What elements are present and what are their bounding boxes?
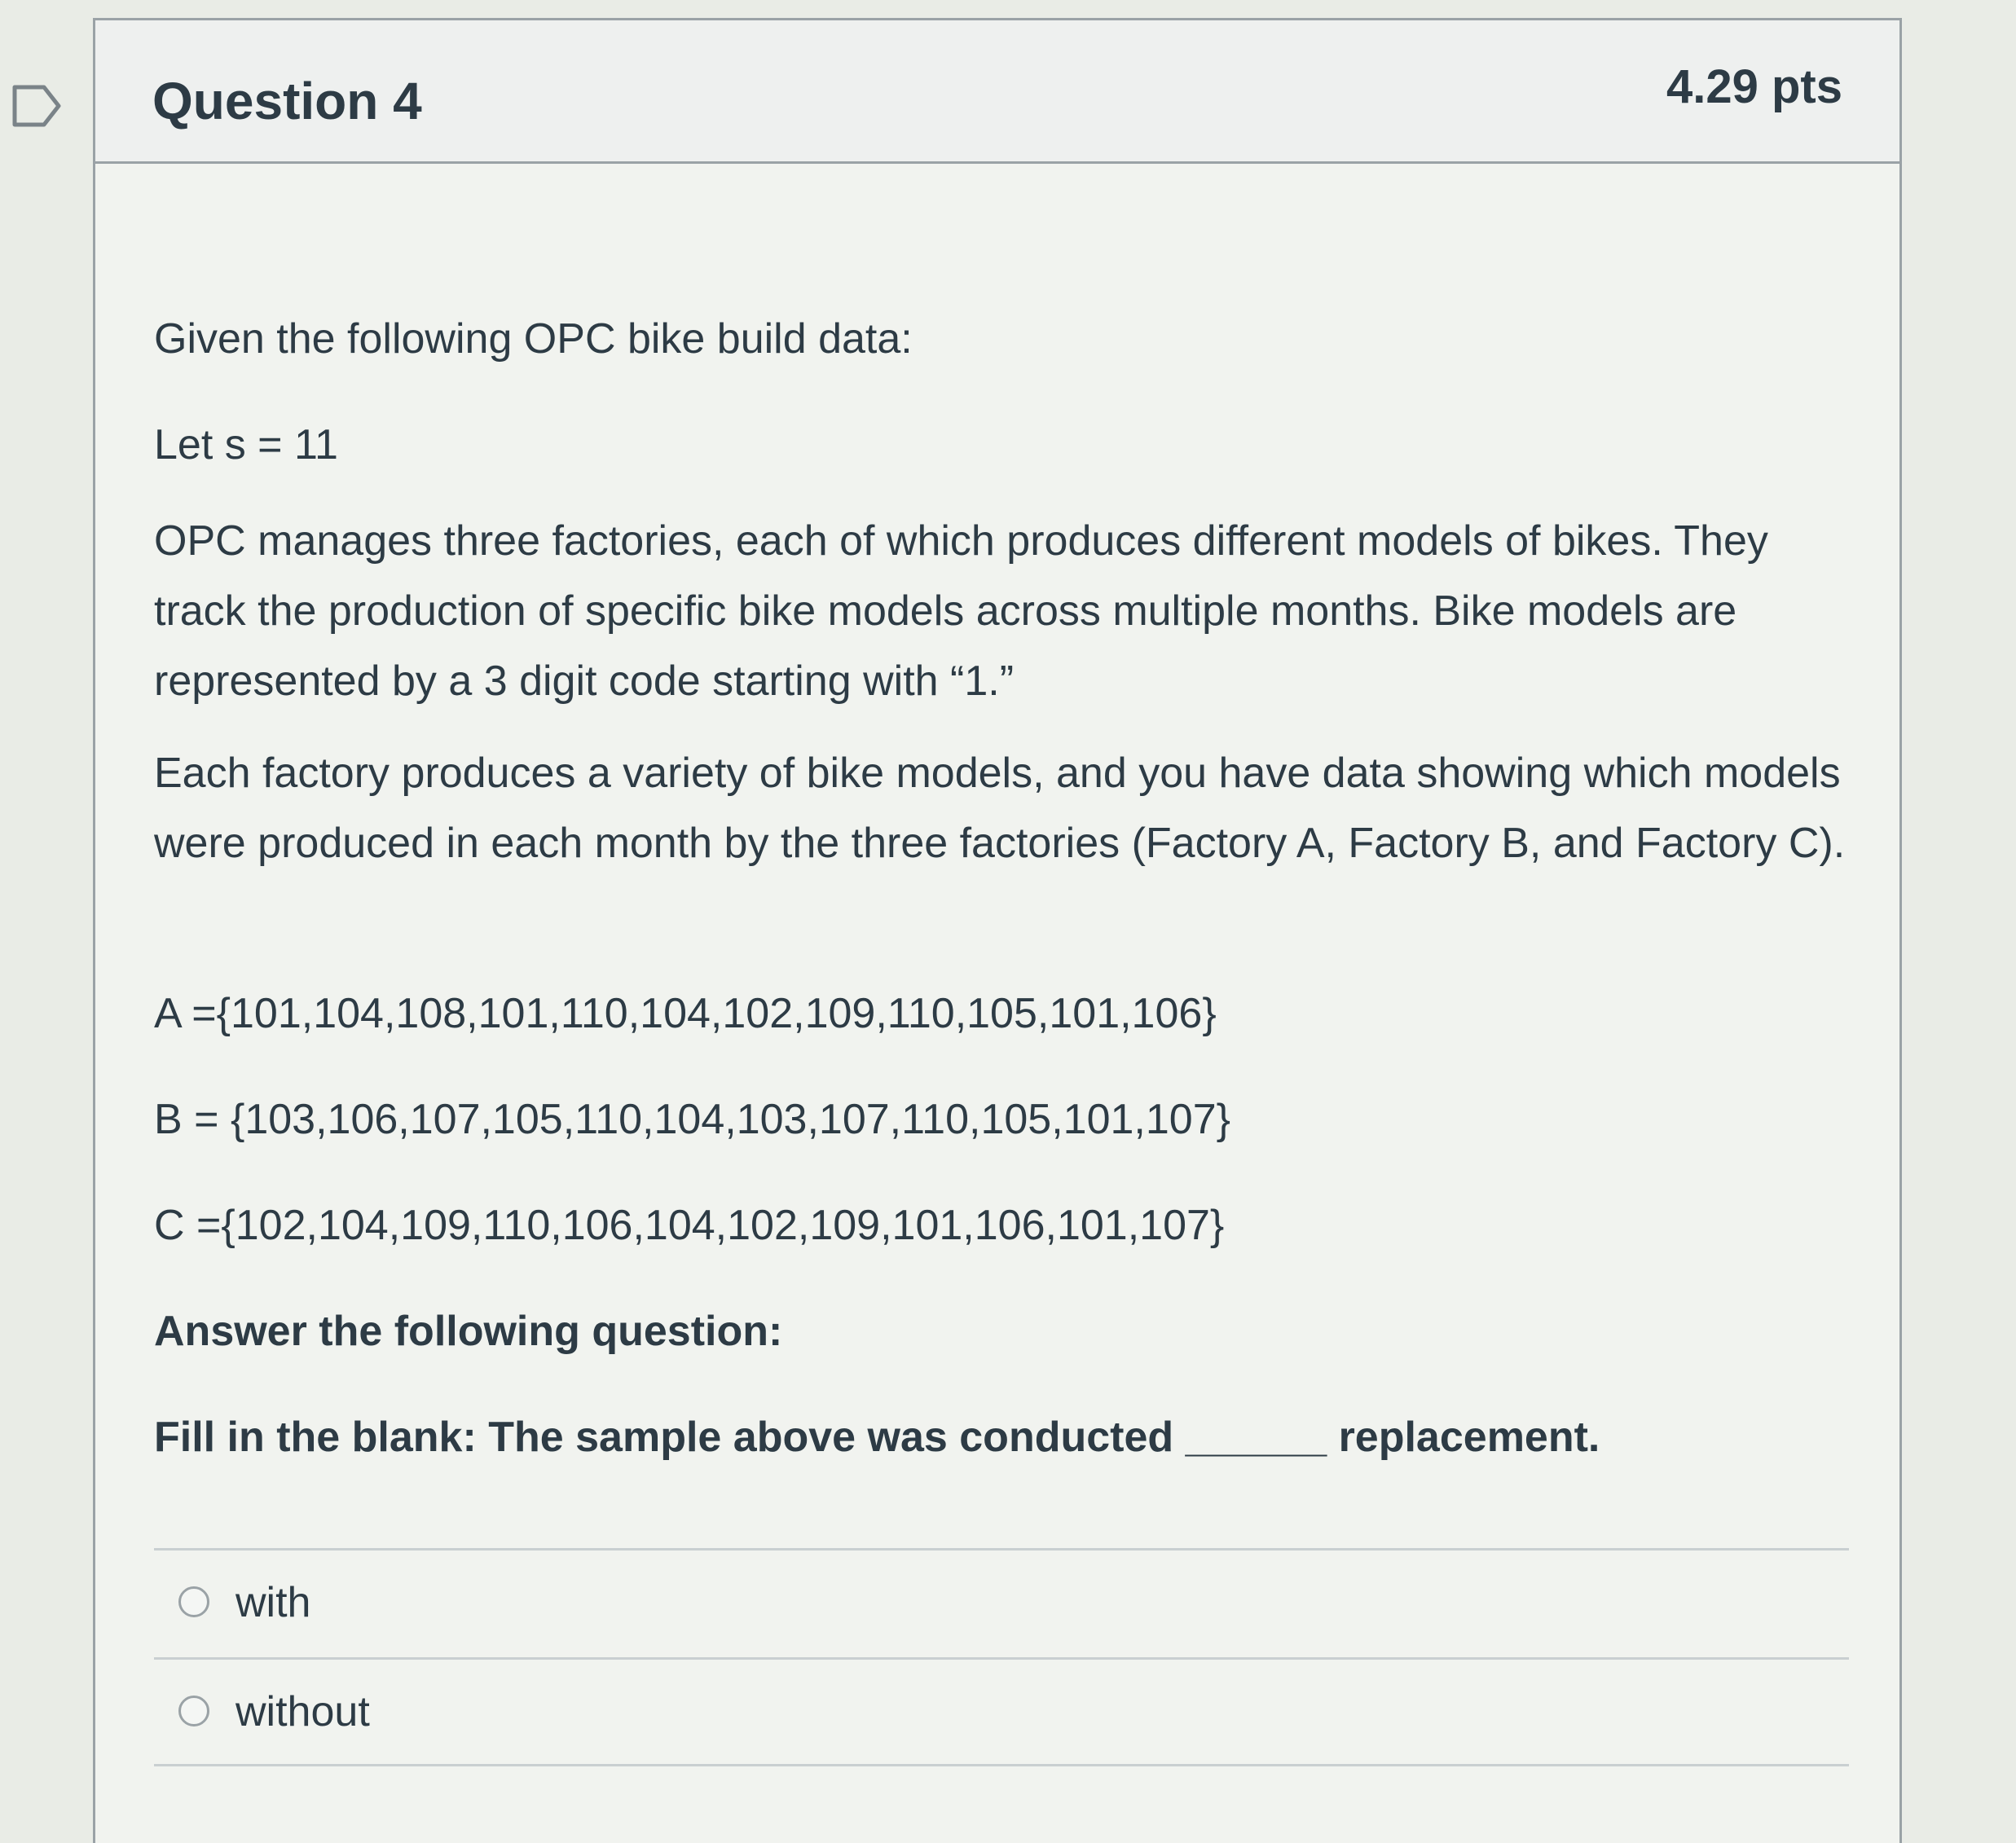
answer-label[interactable]: with (235, 1579, 311, 1626)
set-c-text: C ={102,104,109,110,106,104,102,109,101,106,101,107} (154, 1202, 1225, 1249)
let-s-text: Let s = 11 (154, 421, 338, 468)
question-header (95, 20, 1899, 164)
question-title: Question 4 (152, 72, 422, 130)
answer-list (154, 1548, 1849, 1766)
context-paragraph-1: OPC manages three factories, each of which produces different models of bikes. They track the production of specific bike models across multiple months. Bike models are represented by a 3 digit code starting with “1.” (154, 517, 1768, 705)
radio-button[interactable] (178, 1696, 209, 1726)
intro-text: Given the following OPC bike build data: (154, 315, 913, 363)
context-paragraph-2: Each factory produces a variety of bike models, and you have data showing which models were produced in each month by the three factories (Factory A, Factory B, and Factory C). (154, 750, 1846, 867)
set-b-text: B = {103,106,107,105,110,104,103,107,110,105,101,107} (154, 1096, 1230, 1143)
set-a-text: A ={101,104,108,101,110,104,102,109,110,105,101,106} (154, 990, 1217, 1037)
answer-label[interactable]: without (235, 1688, 370, 1735)
answer-option-with[interactable] (154, 1548, 1849, 1657)
radio-button[interactable] (178, 1586, 209, 1617)
prompt-text: Answer the following question: (154, 1308, 783, 1355)
answer-option-without[interactable] (154, 1657, 1849, 1766)
question-card (93, 18, 1902, 1843)
bookmark-flag-icon[interactable] (11, 84, 62, 128)
fill-blank-text: Fill in the blank: The sample above was conducted ______ replacement. (154, 1414, 1600, 1461)
question-points: 4.29 pts (1666, 60, 1842, 113)
